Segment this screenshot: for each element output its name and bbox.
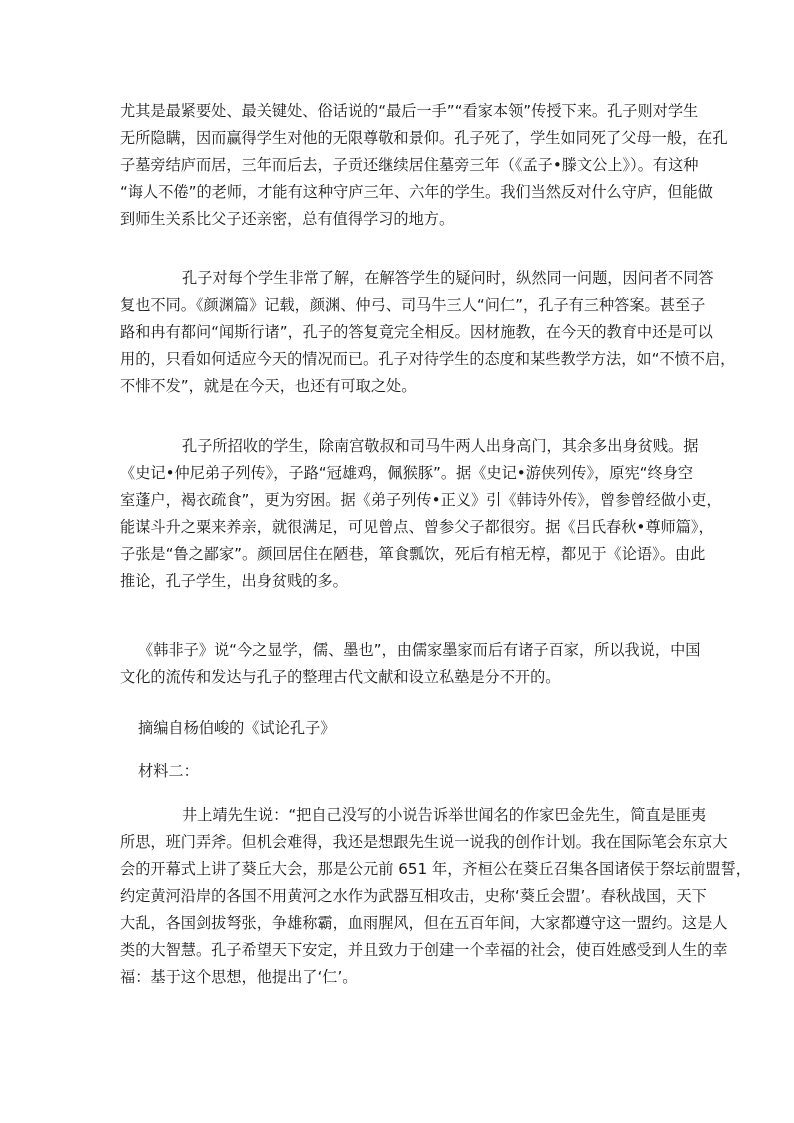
paragraph-students-origin [120, 433, 722, 595]
paragraph-line: 《韩非子》说“今之显学，儒、墨也”，由儒家墨家而后有诸子百家，所以我说，中国 [138, 641, 701, 659]
paragraph-line: 推论，孔子学生，出身贫贱的多。 [120, 572, 348, 590]
paragraph-line: 不悱不发”，就是在今天，也还有可取之处。 [120, 377, 417, 395]
paragraph-line: 《史记•仲尼弟子列传》，子路“冠雄鸡，佩猴豚”。据《史记•游侠列传》，原宪“终身空 [120, 464, 694, 482]
paragraph-individual-teaching [120, 265, 736, 400]
paragraph-line: 室蓬户，褐衣疏食”，更为穷困。据《弟子列传•正义》引《韩诗外传》，曾参曾经做小吏， [120, 491, 722, 509]
paragraph-line: 所思，班门弄斧。但机会难得，我还是想跟先生说一说我的创作计划。我在国际笔会东京大 [120, 833, 728, 851]
material-two-heading [120, 758, 676, 785]
paragraph-line: 到师生关系比父子还亲密，总有值得学习的地方。 [120, 210, 455, 228]
paragraph-inoue-yasushi [120, 802, 751, 991]
paragraph-line: 无所隐瞒，因而赢得学生对他的无限尊敬和景仰。孔子死了，学生如同死了父母一般，在孔 [120, 129, 728, 147]
paragraph-line: 子墓旁结庐而居，三年而后去，子贡还继续居住墓旁三年（《孟子•滕文公上》）。有这种 [120, 156, 699, 174]
citation-line: 摘编自杨伯峻的《试论孔子》 [138, 719, 336, 737]
heading-line: 材料二： [138, 762, 199, 780]
paragraph-line: 路和冉有都问“闻斯行诸”，孔子的答复竟完全相反。因材施教，在今天的教育中还是可以 [120, 323, 713, 341]
paragraph-line: 复也不同。《颜渊篇》记载，颜渊、仲弓、司马牛三人“问仁”，孔子有三种答案。甚至子 [120, 296, 706, 314]
paragraph-line: 井上靖先生说：“把自己没写的小说告诉举世闻名的作家巴金先生，简直是匪夷 [182, 806, 707, 824]
paragraph-line: 会的开幕式上讲了葵丘大会，那是公元前 651 年，齐桓公在葵丘召集各国诸侯于祭坛前盟誓， [120, 860, 751, 878]
paragraph-line: 大乱，各国剑拔弩张，争雄称霸，血雨腥风，但在五百年间，大家都遵守这一盟约。这是人 [120, 914, 728, 932]
paragraph-line: 孔子对每个学生非常了解，在解答学生的疑问时，纵然同一问题，因问者不同答 [182, 269, 714, 287]
paragraph-line: 子张是“鲁之鄙家”。颜回居住在陋巷，箪食瓢饮，死后有棺无椁，都见于《论语》。由此 [120, 545, 706, 563]
paragraph-hanfeizi [120, 637, 701, 691]
paragraph-line: 福：基于这个思想，他提出了‘仁’。 [120, 968, 358, 986]
source-citation [120, 715, 676, 742]
paragraph-line: 孔子所招收的学生，除南宫敬叔和司马牛两人出身高门，其余多出身贫贱。据 [182, 437, 699, 455]
paragraph-line: 文化的流传和发达与孔子的整理古代文献和设立私塾是分不开的。 [120, 668, 561, 686]
paragraph-teaching-core [120, 98, 728, 233]
paragraph-line: 能谋斗升之粟来养亲，就很满足，可见曾点、曾参父子都很穷。据《吕氏春秋•尊师篇》， [120, 518, 714, 536]
paragraph-line: 用的，只看如何适应今天的情况而已。孔子对待学生的态度和某些教学方法，如“不愤不启， [120, 350, 736, 368]
paragraph-line: 约定黄河沿岸的各国不用黄河之水作为武器互相攻击，史称‘葵丘会盟’。春秋战国，天下 [120, 887, 707, 905]
paragraph-line: 尤其是最紧要处、最关键处、俗话说的“最后一手”“看家本领”传授下来。孔子则对学生 [120, 102, 699, 120]
paragraph-line: 类的大智慧。孔子希望天下安定，并且致力于创建一个幸福的社会，使百姓感受到人生的幸 [120, 941, 728, 959]
paragraph-line: “诲人不倦”的老师，才能有这种守庐三年、六年的学生。我们当然反对什么守庐，但能做 [120, 183, 713, 201]
